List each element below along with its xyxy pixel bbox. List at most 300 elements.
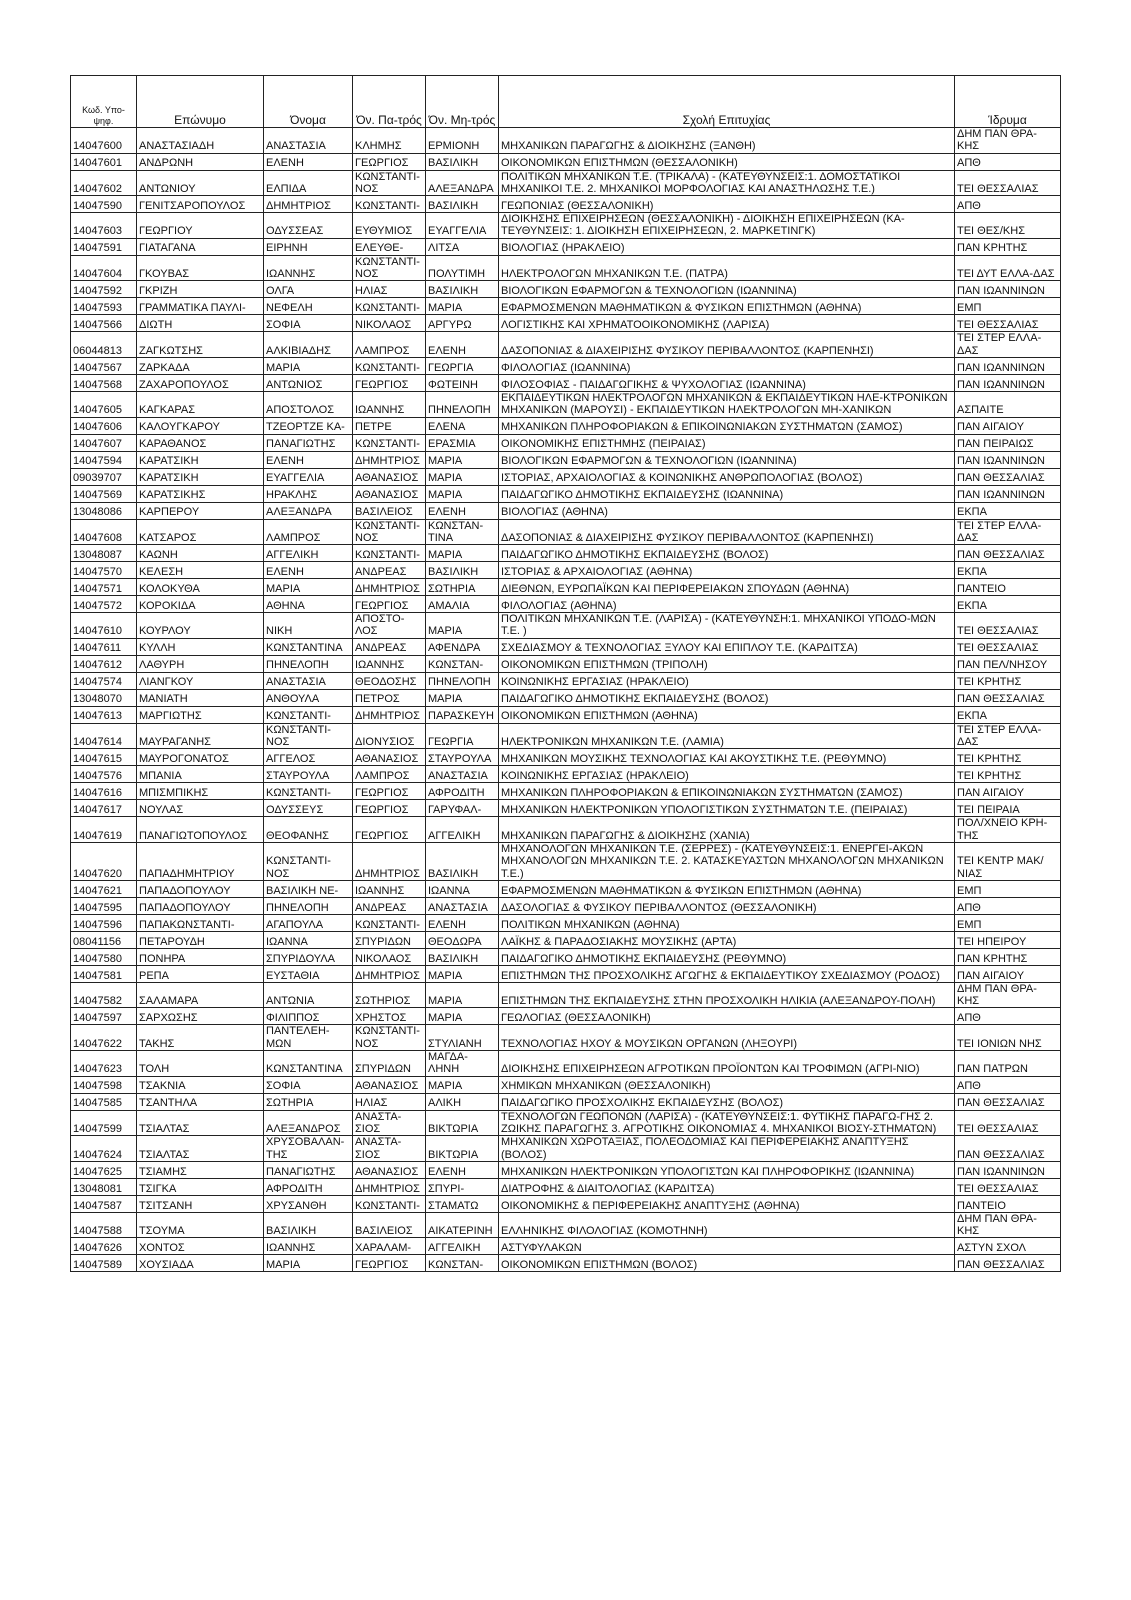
first-name-cell: ΜΑΡΙΑ [264, 579, 353, 596]
mother-name-cell: ΒΑΣΙΛΙΚΗ [426, 196, 499, 213]
institution-cell: ΠΑΝΤΕΙΟ [955, 1195, 1061, 1212]
surname-cell: ΚΑΛΟΥΓΚΑΡΟΥ [137, 417, 264, 434]
first-name-cell: ΑΠΟΣΤΟΛΟΣ [264, 391, 353, 417]
first-name-cell: ΒΑΣΙΛΙΚΗ ΝΕ- [264, 880, 353, 897]
table-row [71, 374, 1061, 391]
school-cell: ΤΕΧΝΟΛΟΓΙΑΣ ΗΧΟΥ & ΜΟΥΣΙΚΩΝ ΟΡΓΑΝΩΝ (ΛΗΞΟΥΡΙ) [499, 1025, 955, 1051]
institution-cell: ΠΑΝ ΘΕΣΣΑΛΙΑΣ [955, 689, 1061, 706]
school-cell: ΛΟΓΙΣΤΙΚΗΣ ΚΑΙ ΧΡΗΜΑΤΟΟΙΚΟΝΟΜΙΚΗΣ (ΛΑΡΙΣΑ) [499, 315, 955, 332]
candidate-code-cell: 14047594 [71, 451, 137, 468]
surname-cell: ΚΑΡΑΤΣΙΚΗΣ [137, 485, 264, 502]
candidate-code-cell: 14047596 [71, 914, 137, 931]
surname-cell: ΓΡΑΜΜΑΤΙΚΑ ΠΑΥΛΙ- [137, 298, 264, 315]
first-name-cell: ΛΑΜΠΡΟΣ [264, 519, 353, 545]
institution-cell: ΤΕΙ ΚΕΝΤΡ ΜΑΚ/ΝΙΑΣ [955, 842, 1061, 880]
mother-name-cell: ΒΑΣΙΛΙΚΗ [426, 842, 499, 880]
father-name-cell: ΔΙΟΝΥΣΙΟΣ [353, 723, 426, 749]
candidate-code-cell: 14047587 [71, 1195, 137, 1212]
surname-cell: ΚΟΛΟΚΥΘΑ [137, 579, 264, 596]
school-cell: ΜΗΧΑΝΙΚΩΝ ΠΑΡΑΓΩΓΗΣ & ΔΙΟΙΚΗΣΗΣ (ΞΑΝΘΗ) [499, 128, 955, 154]
mother-name-cell: ΒΑΣΙΛΙΚΗ [426, 153, 499, 170]
father-name-cell: ΑΝΑΣΤΑ-ΣΙΟΣ [353, 1136, 426, 1162]
mother-name-cell: ΜΑΡΙΑ [426, 689, 499, 706]
table-row [71, 672, 1061, 689]
mother-name-cell: ΒΙΚΤΩΡΙΑ [426, 1136, 499, 1162]
school-cell: ΜΗΧΑΝΙΚΩΝ ΧΩΡΟΤΑΞΙΑΣ, ΠΟΛΕΟΔΟΜΙΑΣ ΚΑΙ ΠΕΡΙΦΕΡΕΙΑΚΗΣ ΑΝΑΠΤΥΞΗΣ (ΒΟΛΟΣ) [499, 1136, 955, 1162]
table-row [71, 1093, 1061, 1110]
surname-cell: ΤΣΟΥΜΑ [137, 1212, 264, 1238]
col-header-mother: Όν. Μη-τρός [426, 76, 499, 128]
first-name-cell: ΕΛΠΙΔΑ [264, 170, 353, 196]
father-name-cell: ΚΩΝΣΤΑΝΤΙ- [353, 357, 426, 374]
first-name-cell: ΑΛΕΞΑΝΔΡΑ [264, 502, 353, 519]
institution-cell: ΤΕΙ ΚΡΗΤΗΣ [955, 766, 1061, 783]
institution-cell: ΔΗΜ ΠΑΝ ΘΡΑ-ΚΗΣ [955, 982, 1061, 1008]
father-name-cell: ΣΩΤΗΡΙΟΣ [353, 982, 426, 1008]
first-name-cell: ΙΩΑΝΝΑ [264, 931, 353, 948]
institution-cell: ΠΑΝ ΘΕΣΣΑΛΙΑΣ [955, 1136, 1061, 1162]
father-name-cell: ΓΕΩΡΓΙΟΣ [353, 153, 426, 170]
school-cell: ΦΙΛΟΛΟΓΙΑΣ (ΙΩΑΝΝΙΝΑ) [499, 357, 955, 374]
surname-cell: ΤΣΙΑΛΤΑΣ [137, 1110, 264, 1136]
first-name-cell: ΟΔΥΣΣΕΥΣ [264, 800, 353, 817]
father-name-cell: ΑΝΔΡΕΑΣ [353, 562, 426, 579]
candidate-code-cell: 14047620 [71, 842, 137, 880]
father-name-cell: ΣΠΥΡΙΔΩΝ [353, 1051, 426, 1077]
school-cell: ΧΗΜΙΚΩΝ ΜΗΧΑΝΙΚΩΝ (ΘΕΣΣΑΛΟΝΙΚΗ) [499, 1076, 955, 1093]
institution-cell: ΠΑΝ ΘΕΣΣΑΛΙΑΣ [955, 545, 1061, 562]
surname-cell: ΠΑΠΑΔΟΠΟΥΛΟΥ [137, 880, 264, 897]
surname-cell: ΤΣΑΚΝΙΑ [137, 1076, 264, 1093]
first-name-cell: ΠΑΝΤΕΛΕΗ-ΜΩΝ [264, 1025, 353, 1051]
school-cell: ΟΙΚΟΝΟΜΙΚΩΝ ΕΠΙΣΤΗΜΩΝ (ΤΡΙΠΟΛΗ) [499, 655, 955, 672]
institution-cell: ΑΠΘ [955, 1076, 1061, 1093]
school-cell: ΟΙΚΟΝΟΜΙΚΗΣ & ΠΕΡΙΦΕΡΕΙΑΚΗΣ ΑΝΑΠΤΥΞΗΣ (ΑΘΗΝΑ) [499, 1195, 955, 1212]
first-name-cell: ΑΛΚΙΒΙΑΔΗΣ [264, 332, 353, 358]
mother-name-cell: ΣΤΑΥΡΟΥΛΑ [426, 749, 499, 766]
father-name-cell: ΒΑΣΙΛΕΙΟΣ [353, 502, 426, 519]
school-cell: ΗΛΕΚΤΡΟΝΙΚΩΝ ΜΗΧΑΝΙΚΩΝ Τ.Ε. (ΛΑΜΙΑ) [499, 723, 955, 749]
school-cell: ΒΙΟΛΟΓΙΚΩΝ ΕΦΑΡΜΟΓΩΝ & ΤΕΧΝΟΛΟΓΙΩΝ (ΙΩΑΝΝΙΝΑ) [499, 281, 955, 298]
mother-name-cell: ΑΓΓΕΛΙΚΗ [426, 817, 499, 843]
father-name-cell: ΝΙΚΟΛΑΟΣ [353, 948, 426, 965]
institution-cell: ΠΑΝ ΘΕΣΣΑΛΙΑΣ [955, 1255, 1061, 1272]
table-row [71, 931, 1061, 948]
school-cell: ΦΙΛΟΛΟΓΙΑΣ (ΑΘΗΝΑ) [499, 596, 955, 613]
mother-name-cell: ΑΝΑΣΤΑΣΙΑ [426, 766, 499, 783]
first-name-cell: ΗΡΑΚΛΗΣ [264, 485, 353, 502]
institution-cell: ΕΚΠΑ [955, 706, 1061, 723]
first-name-cell: ΑΝΤΩΝΙΟΣ [264, 374, 353, 391]
surname-cell: ΠΑΝΑΓΙΩΤΟΠΟΥΛΟΣ [137, 817, 264, 843]
institution-cell: ΤΕΙ ΘΕΣΣΑΛΙΑΣ [955, 315, 1061, 332]
candidate-code-cell: 13048081 [71, 1178, 137, 1195]
school-cell: ΕΛΛΗΝΙΚΗΣ ΦΙΛΟΛΟΓΙΑΣ (ΚΟΜΟΤΗΝΗ) [499, 1212, 955, 1238]
school-cell: ΕΦΑΡΜΟΣΜΕΝΩΝ ΜΑΘΗΜΑΤΙΚΩΝ & ΦΥΣΙΚΩΝ ΕΠΙΣΤΗΜΩΝ (ΑΘΗΝΑ) [499, 298, 955, 315]
institution-cell: ΠΑΝ ΑΙΓΑΙΟΥ [955, 783, 1061, 800]
mother-name-cell: ΕΛΕΝΗ [426, 332, 499, 358]
school-cell: ΔΙΕΘΝΩΝ, ΕΥΡΩΠΑΪΚΩΝ ΚΑΙ ΠΕΡΙΦΕΡΕΙΑΚΩΝ ΣΠΟΥΔΩΝ (ΑΘΗΝΑ) [499, 579, 955, 596]
candidate-code-cell: 14047581 [71, 965, 137, 982]
table-row [71, 842, 1061, 880]
first-name-cell: ΟΛΓΑ [264, 281, 353, 298]
mother-name-cell: ΕΛΕΝΑ [426, 417, 499, 434]
mother-name-cell: ΛΙΤΣΑ [426, 238, 499, 255]
school-cell: ΜΗΧΑΝΙΚΩΝ ΠΛΗΡΟΦΟΡΙΑΚΩΝ & ΕΠΙΚΟΙΝΩΝΙΑΚΩΝ ΣΥΣΤΗΜΑΤΩΝ (ΣΑΜΟΣ) [499, 783, 955, 800]
candidate-code-cell: 14047572 [71, 596, 137, 613]
institution-cell: ΤΕΙ ΗΠΕΙΡΟΥ [955, 931, 1061, 948]
candidate-code-cell: 14047624 [71, 1136, 137, 1162]
surname-cell: ΓΕΩΡΓΙΟΥ [137, 213, 264, 239]
father-name-cell: ΚΩΝΣΤΑΝΤΙ-ΝΟΣ [353, 519, 426, 545]
institution-cell: ΤΕΙ ΙΟΝΙΩΝ ΝΗΣ [955, 1025, 1061, 1051]
table-row [71, 1178, 1061, 1195]
school-cell: ΚΟΙΝΩΝΙΚΗΣ ΕΡΓΑΣΙΑΣ (ΗΡΑΚΛΕΙΟ) [499, 672, 955, 689]
surname-cell: ΚΑΓΚΑΡΑΣ [137, 391, 264, 417]
surname-cell: ΓΙΑΤΑΓΑΝΑ [137, 238, 264, 255]
candidate-code-cell: 14047576 [71, 766, 137, 783]
first-name-cell: ΑΝΑΣΤΑΣΙΑ [264, 128, 353, 154]
candidate-code-cell: 14047569 [71, 485, 137, 502]
school-cell: ΠΟΛΙΤΙΚΩΝ ΜΗΧΑΝΙΚΩΝ Τ.Ε. (ΤΡΙΚΑΛΑ) - (ΚΑΤΕΥΘΥΝΣΕΙΣ:1. ΔΟΜΟΣΤΑΤΙΚΟΙ ΜΗΧΑΝΙΚΟΙ Τ.Ε. 2. ΜΗΧΑΝΙΚΟΙ ΜΟΡΦΟΛΟΓΙΑΣ ΚΑΙ ΑΝΑΣΤΗΛΩΣΗΣ Τ.Ε.) [499, 170, 955, 196]
surname-cell: ΚΑΤΣΑΡΟΣ [137, 519, 264, 545]
surname-cell: ΝΟΥΛΑΣ [137, 800, 264, 817]
surname-cell: ΓΕΝΙΤΣΑΡΟΠΟΥΛΟΣ [137, 196, 264, 213]
table-row [71, 613, 1061, 639]
first-name-cell: ΕΛΕΝΗ [264, 562, 353, 579]
surname-cell: ΜΑΥΡΟΓΟΝΑΤΟΣ [137, 749, 264, 766]
results-table [70, 75, 1061, 1272]
first-name-cell: ΠΗΝΕΛΟΠΗ [264, 897, 353, 914]
institution-cell: ΤΕΙ ΚΡΗΤΗΣ [955, 749, 1061, 766]
surname-cell: ΜΑΝΙΑΤΗ [137, 689, 264, 706]
surname-cell: ΠΑΠΑΔΗΜΗΤΡΙΟΥ [137, 842, 264, 880]
institution-cell: ΠΑΝ ΚΡΗΤΗΣ [955, 238, 1061, 255]
mother-name-cell: ΕΛΕΝΗ [426, 914, 499, 931]
first-name-cell: ΠΗΝΕΛΟΠΗ [264, 655, 353, 672]
mother-name-cell: ΑΝΑΣΤΑΣΙΑ [426, 897, 499, 914]
candidate-code-cell: 14047617 [71, 800, 137, 817]
table-row [71, 965, 1061, 982]
first-name-cell: ΤΖΕΟΡΤΖΕ ΚΑ- [264, 417, 353, 434]
surname-cell: ΚΟΥΡΛΟΥ [137, 613, 264, 639]
surname-cell: ΓΚΡΙΖΗ [137, 281, 264, 298]
mother-name-cell: ΓΕΩΡΓΙΑ [426, 723, 499, 749]
mother-name-cell: ΕΛΕΝΗ [426, 502, 499, 519]
table-row [71, 749, 1061, 766]
surname-cell: ΚΑΡΑΤΣΙΚΗ [137, 451, 264, 468]
candidate-code-cell: 14047597 [71, 1008, 137, 1025]
institution-cell: ΠΑΝ ΙΩΑΝΝΙΝΩΝ [955, 281, 1061, 298]
mother-name-cell: ΜΑΡΙΑ [426, 1008, 499, 1025]
candidate-code-cell: 14047616 [71, 783, 137, 800]
col-header-school: Σχολή Επιτυχίας [499, 76, 955, 128]
school-cell: ΔΙΟΙΚΗΣΗΣ ΕΠΙΧΕΙΡΗΣΕΩΝ ΑΓΡΟΤΙΚΩΝ ΠΡΟΪΟΝΤΩΝ ΚΑΙ ΤΡΟΦΙΜΩΝ (ΑΓΡΙ-ΝΙΟ) [499, 1051, 955, 1077]
table-row [71, 897, 1061, 914]
surname-cell: ΠΑΠΑΚΩΝΣΤΑΝΤΙ- [137, 914, 264, 931]
father-name-cell: ΗΛΙΑΣ [353, 281, 426, 298]
surname-cell: ΜΑΥΡΑΓΑΝΗΣ [137, 723, 264, 749]
table-row [71, 315, 1061, 332]
col-header-name: Όνομα [264, 76, 353, 128]
father-name-cell: ΑΘΑΝΑΣΙΟΣ [353, 1076, 426, 1093]
school-cell: ΕΠΙΣΤΗΜΩΝ ΤΗΣ ΠΡΟΣΧΟΛΙΚΗΣ ΑΓΩΓΗΣ & ΕΚΠΑΙΔΕΥΤΙΚΟΥ ΣΧΕΔΙΑΣΜΟΥ (ΡΟΔΟΣ) [499, 965, 955, 982]
first-name-cell: ΣΤΑΥΡΟΥΛΑ [264, 766, 353, 783]
institution-cell: ΠΑΝ ΑΙΓΑΙΟΥ [955, 417, 1061, 434]
first-name-cell: ΚΩΝΣΤΑΝΤΙ-ΝΟΣ [264, 842, 353, 880]
father-name-cell: ΙΩΑΝΝΗΣ [353, 391, 426, 417]
institution-cell: ΑΣΤΥΝ ΣΧΟΛ [955, 1238, 1061, 1255]
table-row [71, 417, 1061, 434]
table-row [71, 1025, 1061, 1051]
school-cell: ΠΑΙΔΑΓΩΓΙΚΟ ΔΗΜΟΤΙΚΗΣ ΕΚΠΑΙΔΕΥΣΗΣ (ΒΟΛΟΣ) [499, 545, 955, 562]
table-row [71, 1255, 1061, 1272]
father-name-cell: ΠΕΤΡΕ [353, 417, 426, 434]
father-name-cell: ΑΘΑΝΑΣΙΟΣ [353, 749, 426, 766]
surname-cell: ΣΑΛΑΜΑΡΑ [137, 982, 264, 1008]
surname-cell: ΜΑΡΓΙΩΤΗΣ [137, 706, 264, 723]
institution-cell: ΑΣΠΑΙΤΕ [955, 391, 1061, 417]
first-name-cell: ΑΛΕΞΑΝΔΡΟΣ [264, 1110, 353, 1136]
candidate-code-cell: 14047582 [71, 982, 137, 1008]
surname-cell: ΖΑΧΑΡΟΠΟΥΛΟΣ [137, 374, 264, 391]
school-cell: ΔΙΑΤΡΟΦΗΣ & ΔΙΑΙΤΟΛΟΓΙΑΣ (ΚΑΡΔΙΤΣΑ) [499, 1178, 955, 1195]
table-row [71, 579, 1061, 596]
first-name-cell: ΚΩΝΣΤΑΝΤΙΝΑ [264, 1051, 353, 1077]
candidate-code-cell: 14047603 [71, 213, 137, 239]
first-name-cell: ΣΟΦΙΑ [264, 315, 353, 332]
first-name-cell: ΕΛΕΝΗ [264, 153, 353, 170]
candidate-code-cell: 14047613 [71, 706, 137, 723]
mother-name-cell: ΜΑΡΙΑ [426, 545, 499, 562]
surname-cell: ΤΣΙΓΚΑ [137, 1178, 264, 1195]
table-row [71, 948, 1061, 965]
father-name-cell: ΑΝΔΡΕΑΣ [353, 638, 426, 655]
mother-name-cell: ΚΩΝΣΤΑΝ- [426, 1255, 499, 1272]
father-name-cell: ΔΗΜΗΤΡΙΟΣ [353, 579, 426, 596]
mother-name-cell: ΠΗΝΕΛΟΠΗ [426, 391, 499, 417]
father-name-cell: ΑΘΑΝΑΣΙΟΣ [353, 485, 426, 502]
table-row [71, 213, 1061, 239]
father-name-cell: ΚΩΝΣΤΑΝΤΙ- [353, 914, 426, 931]
school-cell: ΜΗΧΑΝΙΚΩΝ ΗΛΕΚΤΡΟΝΙΚΩΝ ΥΠΟΛΟΓΙΣΤΙΚΩΝ ΣΥΣΤΗΜΑΤΩΝ Τ.Ε. (ΠΕΙΡΑΙΑΣ) [499, 800, 955, 817]
school-cell: ΔΑΣΟΠΟΝΙΑΣ & ΔΙΑΧΕΙΡΙΣΗΣ ΦΥΣΙΚΟΥ ΠΕΡΙΒΑΛΛΟΝΤΟΣ (ΚΑΡΠΕΝΗΣΙ) [499, 332, 955, 358]
institution-cell: ΑΠΘ [955, 196, 1061, 213]
father-name-cell: ΣΠΥΡΙΔΩΝ [353, 931, 426, 948]
father-name-cell: ΙΩΑΝΝΗΣ [353, 655, 426, 672]
institution-cell: ΠΑΝΤΕΙΟ [955, 579, 1061, 596]
candidate-code-cell: 14047593 [71, 298, 137, 315]
surname-cell: ΡΕΠΑ [137, 965, 264, 982]
school-cell: ΕΚΠΑΙΔΕΥΤΙΚΩΝ ΗΛΕΚΤΡΟΛΟΓΩΝ ΜΗΧΑΝΙΚΩΝ & ΕΚΠΑΙΔΕΥΤΙΚΩΝ ΗΛΕ-ΚΤΡΟΝΙΚΩΝ ΜΗΧΑΝΙΚΩΝ (ΜΑΡΟΥΣΙ) - ΕΚΠΑΙΔΕΥΤΙΚΩΝ ΗΛΕΚΤΡΟΛΟΓΩΝ ΜΗ-ΧΑΝΙΚΩΝ [499, 391, 955, 417]
candidate-code-cell: 08041156 [71, 931, 137, 948]
candidate-code-cell: 14047571 [71, 579, 137, 596]
institution-cell: ΤΕΙ ΔΥΤ ΕΛΛΑ-ΔΑΣ [955, 255, 1061, 281]
first-name-cell: ΑΦΡΟΔΙΤΗ [264, 1178, 353, 1195]
first-name-cell: ΠΑΝΑΓΙΩΤΗΣ [264, 434, 353, 451]
surname-cell: ΜΠΑΝΙΑ [137, 766, 264, 783]
school-cell: ΕΦΑΡΜΟΣΜΕΝΩΝ ΜΑΘΗΜΑΤΙΚΩΝ & ΦΥΣΙΚΩΝ ΕΠΙΣΤΗΜΩΝ (ΑΘΗΝΑ) [499, 880, 955, 897]
surname-cell: ΖΑΡΚΑΔΑ [137, 357, 264, 374]
school-cell: ΠΟΛΙΤΙΚΩΝ ΜΗΧΑΝΙΚΩΝ Τ.Ε. (ΛΑΡΙΣΑ) - (ΚΑΤΕΥΘΥΝΣΗ:1. ΜΗΧΑΝΙΚΟΙ ΥΠΟΔΟ-ΜΩΝ Τ.Ε. ) [499, 613, 955, 639]
institution-cell: ΕΜΠ [955, 298, 1061, 315]
surname-cell: ΓΚΟΥΒΑΣ [137, 255, 264, 281]
first-name-cell: ΕΛΕΝΗ [264, 451, 353, 468]
institution-cell: ΠΑΝ ΙΩΑΝΝΙΝΩΝ [955, 451, 1061, 468]
school-cell: ΒΙΟΛΟΓΙΚΩΝ ΕΦΑΡΜΟΓΩΝ & ΤΕΧΝΟΛΟΓΙΩΝ (ΙΩΑΝΝΙΝΑ) [499, 451, 955, 468]
mother-name-cell: ΕΥΑΓΓΕΛΙΑ [426, 213, 499, 239]
surname-cell: ΤΣΑΝΤΗΛΑ [137, 1093, 264, 1110]
candidate-code-cell: 14047568 [71, 374, 137, 391]
candidate-code-cell: 14047591 [71, 238, 137, 255]
mother-name-cell: ΑΛΕΞΑΝΔΡΑ [426, 170, 499, 196]
surname-cell: ΑΝΤΩΝΙΟΥ [137, 170, 264, 196]
father-name-cell: ΔΗΜΗΤΡΙΟΣ [353, 842, 426, 880]
table-row [71, 238, 1061, 255]
first-name-cell: ΚΩΝΣΤΑΝΤΙ- [264, 706, 353, 723]
school-cell: ΗΛΕΚΤΡΟΛΟΓΩΝ ΜΗΧΑΝΙΚΩΝ Τ.Ε. (ΠΑΤΡΑ) [499, 255, 955, 281]
table-row [71, 391, 1061, 417]
first-name-cell: ΑΝΤΩΝΙΑ [264, 982, 353, 1008]
first-name-cell: ΕΥΣΤΑΘΙΑ [264, 965, 353, 982]
institution-cell: ΤΕΙ ΚΡΗΤΗΣ [955, 672, 1061, 689]
candidate-code-cell: 14047599 [71, 1110, 137, 1136]
school-cell: ΕΠΙΣΤΗΜΩΝ ΤΗΣ ΕΚΠΑΙΔΕΥΣΗΣ ΣΤΗΝ ΠΡΟΣΧΟΛΙΚΗ ΗΛΙΚΙΑ (ΑΛΕΞΑΝΔΡΟΥ-ΠΟΛΗ) [499, 982, 955, 1008]
mother-name-cell: ΒΑΣΙΛΙΚΗ [426, 562, 499, 579]
institution-cell: ΤΕΙ ΠΕΙΡΑΙΑ [955, 800, 1061, 817]
table-row [71, 655, 1061, 672]
table-row [71, 298, 1061, 315]
header-row [71, 76, 1061, 128]
mother-name-cell: ΕΡΑΣΜΙΑ [426, 434, 499, 451]
surname-cell: ΧΟΝΤΟΣ [137, 1238, 264, 1255]
institution-cell: ΠΑΝ ΘΕΣΣΑΛΙΑΣ [955, 468, 1061, 485]
institution-cell: ΠΑΝ ΠΕΛ/ΝΗΣΟΥ [955, 655, 1061, 672]
institution-cell: ΠΑΝ ΠΑΤΡΩΝ [955, 1051, 1061, 1077]
father-name-cell: ΧΡΗΣΤΟΣ [353, 1008, 426, 1025]
mother-name-cell: ΕΡΜΙΟΝΗ [426, 128, 499, 154]
father-name-cell: ΕΥΘΥΜΙΟΣ [353, 213, 426, 239]
table-row [71, 1076, 1061, 1093]
surname-cell: ΠΑΠΑΔΟΠΟΥΛΟΥ [137, 897, 264, 914]
institution-cell: ΑΠΘ [955, 1008, 1061, 1025]
first-name-cell: ΣΟΦΙΑ [264, 1076, 353, 1093]
father-name-cell: ΚΩΝΣΤΑΝΤΙ- [353, 196, 426, 213]
col-header-father: Όν. Πα-τρός [353, 76, 426, 128]
father-name-cell: ΚΩΝΣΤΑΝΤΙ- [353, 545, 426, 562]
institution-cell: ΤΕΙ ΘΕΣΣΑΛΙΑΣ [955, 638, 1061, 655]
mother-name-cell: ΕΛΕΝΗ [426, 1161, 499, 1178]
first-name-cell: ΧΡΥΣΑΝΘΗ [264, 1195, 353, 1212]
first-name-cell: ΜΑΡΙΑ [264, 1255, 353, 1272]
mother-name-cell: ΒΑΣΙΛΙΚΗ [426, 948, 499, 965]
surname-cell: ΤΟΛΗ [137, 1051, 264, 1077]
mother-name-cell: ΠΟΛΥΤΙΜΗ [426, 255, 499, 281]
first-name-cell: ΝΕΦΕΛΗ [264, 298, 353, 315]
candidate-code-cell: 14047614 [71, 723, 137, 749]
father-name-cell: ΛΑΜΠΡΟΣ [353, 766, 426, 783]
first-name-cell: ΣΩΤΗΡΙΑ [264, 1093, 353, 1110]
first-name-cell: ΙΩΑΝΝΗΣ [264, 1238, 353, 1255]
first-name-cell: ΝΙΚΗ [264, 613, 353, 639]
table-row [71, 1136, 1061, 1162]
institution-cell: ΕΜΠ [955, 914, 1061, 931]
father-name-cell: ΑΘΑΝΑΣΙΟΣ [353, 1161, 426, 1178]
table-row [71, 153, 1061, 170]
col-header-surname: Επώνυμο [137, 76, 264, 128]
first-name-cell: ΦΙΛΙΠΠΟΣ [264, 1008, 353, 1025]
father-name-cell: ΓΕΩΡΓΙΟΣ [353, 783, 426, 800]
school-cell: ΦΙΛΟΣΟΦΙΑΣ - ΠΑΙΔΑΓΩΓΙΚΗΣ & ΨΥΧΟΛΟΓΙΑΣ (ΙΩΑΝΝΙΝΑ) [499, 374, 955, 391]
candidate-code-cell: 14047615 [71, 749, 137, 766]
candidate-code-cell: 14047610 [71, 613, 137, 639]
candidate-code-cell: 14047600 [71, 128, 137, 154]
institution-cell: ΠΑΝ ΠΕΙΡΑΙΩΣ [955, 434, 1061, 451]
candidate-code-cell: 14047566 [71, 315, 137, 332]
first-name-cell: ΕΥΑΓΓΕΛΙΑ [264, 468, 353, 485]
mother-name-cell: ΜΑΡΙΑ [426, 1076, 499, 1093]
first-name-cell: ΜΑΡΙΑ [264, 357, 353, 374]
father-name-cell: ΚΩΝΣΤΑΝΤΙ-ΝΟΣ [353, 1025, 426, 1051]
first-name-cell: ΒΑΣΙΛΙΚΗ [264, 1212, 353, 1238]
father-name-cell: ΔΗΜΗΤΡΙΟΣ [353, 965, 426, 982]
father-name-cell: ΑΝΔΡΕΑΣ [353, 897, 426, 914]
table-row [71, 1051, 1061, 1077]
father-name-cell: ΧΑΡΑΛΑΜ- [353, 1238, 426, 1255]
candidate-code-cell: 14047606 [71, 417, 137, 434]
surname-cell: ΚΑΩΝΗ [137, 545, 264, 562]
mother-name-cell: ΠΑΡΑΣΚΕΥΗ [426, 706, 499, 723]
candidate-code-cell: 09039707 [71, 468, 137, 485]
school-cell: ΙΣΤΟΡΙΑΣ, ΑΡΧΑΙΟΛΟΓΙΑΣ & ΚΟΙΝΩΝΙΚΗΣ ΑΝΘΡΩΠΟΛΟΓΙΑΣ (ΒΟΛΟΣ) [499, 468, 955, 485]
father-name-cell: ΓΕΩΡΓΙΟΣ [353, 800, 426, 817]
mother-name-cell: ΣΩΤΗΡΙΑ [426, 579, 499, 596]
mother-name-cell: ΜΑΡΙΑ [426, 451, 499, 468]
table-row [71, 357, 1061, 374]
candidate-code-cell: 14047612 [71, 655, 137, 672]
candidate-code-cell: 14047605 [71, 391, 137, 417]
school-cell: ΟΙΚΟΝΟΜΙΚΩΝ ΕΠΙΣΤΗΜΩΝ (ΑΘΗΝΑ) [499, 706, 955, 723]
table-row [71, 519, 1061, 545]
candidate-code-cell: 13048070 [71, 689, 137, 706]
institution-cell: ΔΗΜ ΠΑΝ ΘΡΑ-ΚΗΣ [955, 128, 1061, 154]
school-cell: ΠΑΙΔΑΓΩΓΙΚΟ ΔΗΜΟΤΙΚΗΣ ΕΚΠΑΙΔΕΥΣΗΣ (ΙΩΑΝΝΙΝΑ) [499, 485, 955, 502]
table-row [71, 783, 1061, 800]
school-cell: ΑΣΤΥΦΥΛΑΚΩΝ [499, 1238, 955, 1255]
surname-cell: ΠΟΝΗΡΑ [137, 948, 264, 965]
school-cell: ΚΟΙΝΩΝΙΚΗΣ ΕΡΓΑΣΙΑΣ (ΗΡΑΚΛΕΙΟ) [499, 766, 955, 783]
mother-name-cell: ΣΤΑΜΑΤΩ [426, 1195, 499, 1212]
candidate-code-cell: 14047608 [71, 519, 137, 545]
institution-cell: ΠΑΝ ΙΩΑΝΝΙΝΩΝ [955, 357, 1061, 374]
table-row [71, 689, 1061, 706]
table-row [71, 914, 1061, 931]
table-row [71, 255, 1061, 281]
candidate-code-cell: 14047585 [71, 1093, 137, 1110]
school-cell: ΠΑΙΔΑΓΩΓΙΚΟ ΠΡΟΣΧΟΛΙΚΗΣ ΕΚΠΑΙΔΕΥΣΗΣ (ΒΟΛΟΣ) [499, 1093, 955, 1110]
first-name-cell: ΑΓΓΕΛΟΣ [264, 749, 353, 766]
first-name-cell: ΣΠΥΡΙΔΟΥΛΑ [264, 948, 353, 965]
father-name-cell: ΓΕΩΡΓΙΟΣ [353, 374, 426, 391]
school-cell: ΠΑΙΔΑΓΩΓΙΚΟ ΔΗΜΟΤΙΚΗΣ ΕΚΠΑΙΔΕΥΣΗΣ (ΒΟΛΟΣ) [499, 689, 955, 706]
table-row [71, 800, 1061, 817]
surname-cell: ΜΠΙΣΜΠΙΚΗΣ [137, 783, 264, 800]
father-name-cell: ΠΕΤΡΟΣ [353, 689, 426, 706]
results-sheet [70, 75, 1060, 1272]
table-row [71, 1161, 1061, 1178]
mother-name-cell: ΜΑΡΙΑ [426, 298, 499, 315]
institution-cell: ΤΕΙ ΘΕΣΣΑΛΙΑΣ [955, 613, 1061, 639]
